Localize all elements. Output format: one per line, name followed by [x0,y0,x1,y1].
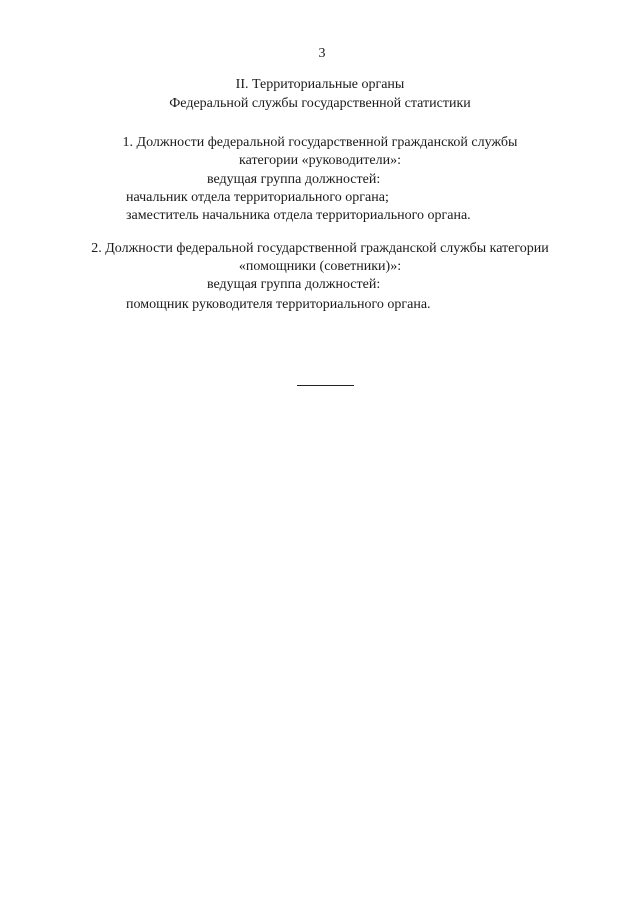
item-group: ведущая группа должностей: [207,172,381,187]
item-heading-line1: 2. Должности федеральной государственной гражданской службы категории [91,241,549,256]
closing-rule [297,385,354,386]
item-heading-line1: 1. Должности федеральной государственной гражданской службы [122,135,518,150]
item-position: заместитель начальника отдела территориального органа. [126,208,471,223]
item-group: ведущая группа должностей: [207,277,381,292]
item-heading-line2: «помощники (советники)»: [238,259,402,274]
item-position: начальник отдела территориального органа; [126,190,389,205]
item-heading-line2: категории «руководители»: [239,153,401,168]
page-number: 3 [318,46,326,61]
item-position: помощник руководителя территориального органа. [126,297,431,312]
section-title-line2: Федеральной службы государственной статистики [169,96,471,111]
section-title-line1: II. Территориальные органы [235,77,405,92]
